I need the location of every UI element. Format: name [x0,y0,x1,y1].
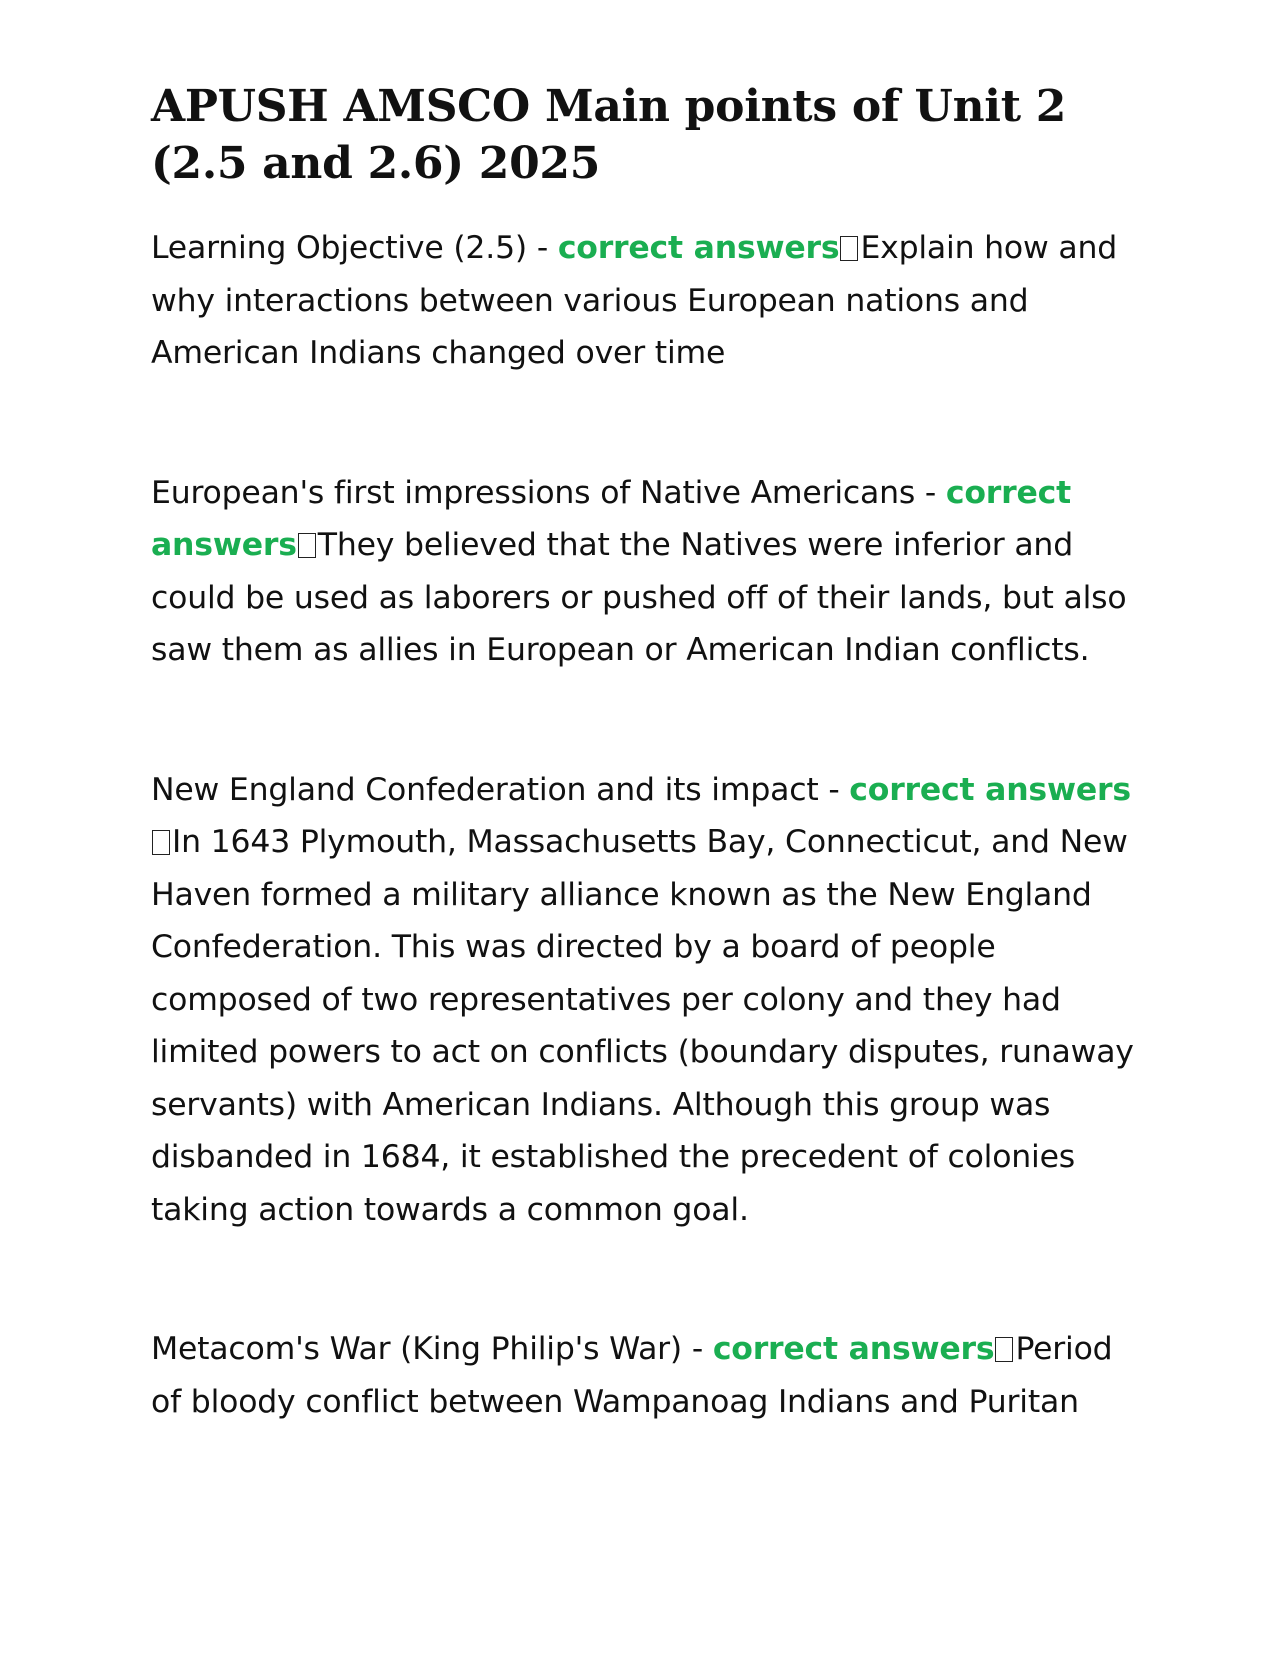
correct-answers-label: correct answers [849,771,1131,808]
missing-glyph-icon [152,830,170,855]
correct-answers-label: correct answers [557,230,840,266]
entry-term: Metacom's War (King Philip's War) [151,1331,683,1367]
entry-new-england-confederation [151,764,1136,1237]
missing-glyph-icon [298,533,316,558]
entry-separator: - [915,474,946,511]
entry-answer: Period of bloody conflict between Wampanoag Indians and Puritan [151,1331,1113,1420]
entry-first-impressions [151,467,1136,677]
entry-term: New England Confederation and its impact [151,771,819,808]
entry-metacoms-war [151,1323,1136,1428]
entry-answer: In 1643 Plymouth, Massachusetts Bay, Connecticut, and New Haven formed a military alliance known as the New England Confederation. This was directed by a board of people composed of two representatives per colony and they had limited powers to act on conflicts (boundary disputes, runaway servants) with American Indians. Although this group was disbanded in 1684, it established the precedent of colonies taking action towards a common goal. [151,824,1134,1228]
entry-learning-objective [151,222,1136,380]
entry-answer: Explain how and why interactions between various European nations and American Indians changed over time [151,230,1118,371]
entry-answer: They believed that the Natives were inferior and could be used as laborers or pushed off of their lands, but also saw them as allies in European or American Indian conflicts. [151,527,1127,668]
entry-separator: - [682,1331,713,1367]
missing-glyph-icon [995,1337,1013,1362]
correct-answers-label: correct answers [712,1331,995,1367]
entry-term: Learning Objective (2.5) [151,230,528,266]
missing-glyph-icon [840,236,858,261]
entry-separator: - [818,771,850,808]
entry-term: European's first impressions of Native Americans [151,474,916,511]
entry-separator: - [527,230,558,266]
document-page [151,78,1136,1515]
correct-answers-label: correct answers [151,474,1071,563]
document-title: APUSH AMSCO Main points of Unit 2 (2.5 and 2.6) 2025 [151,81,1067,189]
